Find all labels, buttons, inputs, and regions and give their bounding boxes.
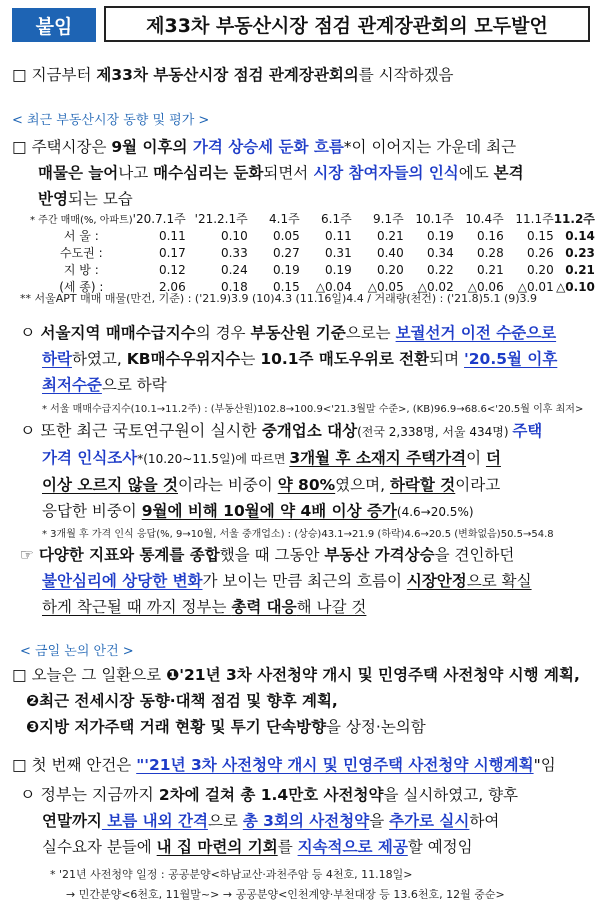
intro-paragraph: □ 지금부터 제33차 부동산시장 점검 관계장관회의를 시작하겠음	[12, 66, 454, 84]
market-paragraph: □ 주택시장은 9월 이후의 가격 상승세 둔화 흐름*이 이어지는 가운데 최근 매물은 늘어나고 매수심리는 둔화되면서 시장 참여자들의 인식에도 본격 반영되는 모습	[12, 138, 524, 208]
section-heading-trends: < 최근 부동산시장 동향 및 평가 >	[12, 113, 210, 128]
policy-response-paragraph: ☞ 다양한 지표와 통계를 종합했을 때 그동안 부동산 가격상승을 견인하던 불안심리에 상당한 변화가 보이는 만큼 최근의 흐름이 시장안정으로 확실 하게 착근될 때 까지 정부는 총력 대응해 나갈 것	[20, 546, 532, 616]
pointing-hand-icon: ☞	[20, 546, 39, 564]
survey-paragraph: ㅇ 또한 최근 국토연구원이 실시한 중개업소 대상(전국 2,338명, 서울 434명) 주택 가격 인식조사*(10.20~11.5일)에 따르면 3개월 후 소재지 주택가격이 더 이상 오르지 않을 것이라는 비중이 약 80%였으며, 하락할 것이라고 응답한 비중이 9월에 비해 10월에 약 4배 이상 증가(4.6→20.5%) * 3개월 후 가격 인식 응답(%, 9→10월, 서울 중개업소) : (상승)43.1→21.9 (하락)4.6→20.5 (변화없음)50.5→54.8	[20, 421, 554, 540]
pre-subscription-paragraph: ㅇ 정부는 지금까지 2차에 걸쳐 총 1.4만호 사전청약을 실시하였고, 향후 연말까지 보름 내외 간격으로 총 3회의 사전청약을 추가로 실시하여 실수요자 분들에 내 집 마련의 기회를 지속적으로 제공할 예정임 * '21년 사전청약 일정 : 공공분양<하남교산·과천주암 등 4천호, 11.18일> → 민간분양<6천호, 11월말~> → 공공분양<인천계양·부천대장 등 13.6천호, 12월 중순>	[20, 785, 519, 901]
table-header-row: * 주간 매매(%, 아파트) '20.7.1주 '21.2.1주 4.1주 6.1주 9.1주 10.1주 10.4주 11.1주 11.2주	[30, 212, 595, 226]
supply-demand-paragraph: ㅇ 서울지역 매매수급지수의 경우 부동산원 기준으로는 보궐선거 이전 수준으로 하락하였고, KB매수우위지수는 10.1주 매도우위로 전환되며 '20.5월 이후 최저수준으로 하락 * 서울 매매수급지수(10.1→11.2주) : (부동산원)102.8→100.9<'21.3월말 수준>, (KB)96.9→68.6<'20.5월 이후 최저>	[20, 323, 584, 415]
table-row: (세 종) : 2.06 0.18 0.15 △0.04 △0.05 △0.02 △0.06 △0.01 △0.10	[59, 279, 595, 294]
table-row: 지 방 : 0.12 0.24 0.19 0.19 0.20 0.22 0.21 0.20 0.21	[63, 262, 595, 277]
section-heading-agenda: < 금일 논의 안건 >	[20, 644, 134, 659]
agenda-paragraph: □ 오늘은 그 일환으로 ❶'21년 3차 사전청약 개시 및 민영주택 사전청약 시행 계획, ❷최근 전세시장 동향·대책 점검 및 향후 계획, ❸지방 저가주택 거래 현황 및 투기 단속방향을 상정·논의함	[12, 666, 580, 736]
table-row: 수도권 : 0.17 0.33 0.27 0.31 0.40 0.34 0.28 0.26 0.23	[60, 245, 595, 260]
first-agenda-paragraph: □ 첫 번째 안건은 "'21년 3차 사전청약 개시 및 민영주택 사전청약 시행계획"임	[12, 756, 556, 774]
table-row: 서 울 : 0.11 0.10 0.05 0.11 0.21 0.19 0.16 0.15 0.14	[63, 228, 595, 243]
weekly-price-table	[30, 210, 595, 295]
badge-label: 붙임	[12, 8, 96, 42]
page-title: 제33차 부동산시장 점검 관계장관회의 모두발언	[104, 6, 590, 42]
apt-listing-note: ** 서울APT 매매 매물(만건, 기준) : ('21.9)3.9 (10)4.3 (11.16일)4.4 / 거래량(천건) : ('21.8)5.1 (9)3.9	[20, 292, 538, 305]
